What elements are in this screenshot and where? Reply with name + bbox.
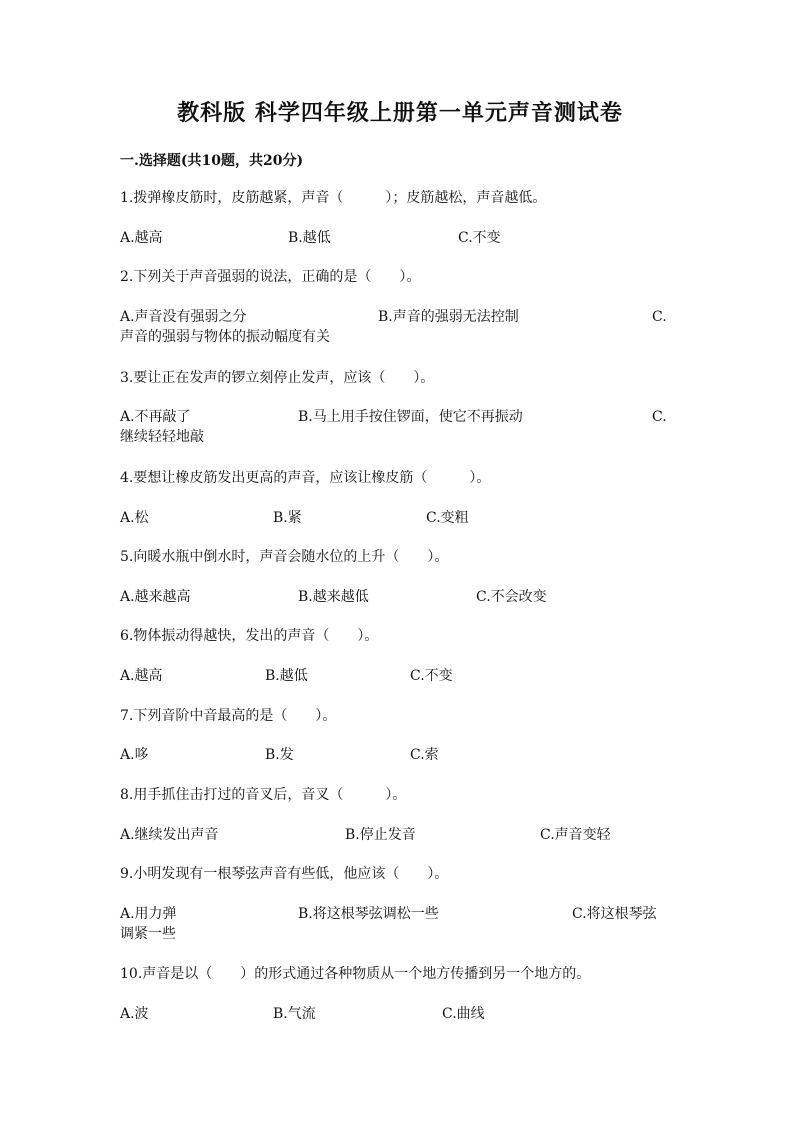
option-a[interactable]: A.继续发出声音 bbox=[120, 827, 219, 843]
option-c-continued[interactable]: 调紧一些 bbox=[120, 926, 176, 942]
question-9: 9.小明发现有一根琴弦声音有些低，他应该（ ）。 bbox=[120, 866, 449, 882]
option-a[interactable]: A.越高 bbox=[120, 668, 163, 684]
option-b[interactable]: B.紧 bbox=[273, 510, 302, 526]
option-c[interactable]: C.不变 bbox=[458, 230, 501, 246]
question-5: 5.向暖水瓶中倒水时，声音会随水位的上升（ ）。 bbox=[120, 549, 449, 565]
option-b[interactable]: B.气流 bbox=[273, 1006, 316, 1022]
option-c[interactable]: C.将这根琴弦 bbox=[572, 906, 657, 922]
question-8: 8.用手抓住击打过的音叉后，音叉（ ）。 bbox=[120, 787, 407, 803]
option-b[interactable]: B.越来越低 bbox=[298, 589, 369, 605]
option-a[interactable]: A.哆 bbox=[120, 747, 149, 763]
option-a[interactable]: A.松 bbox=[120, 510, 149, 526]
option-c[interactable]: C.不变 bbox=[410, 668, 453, 684]
option-b[interactable]: B.将这根琴弦调松一些 bbox=[298, 906, 439, 922]
option-a[interactable]: A.用力弹 bbox=[120, 906, 177, 922]
option-c[interactable]: C.声音变轻 bbox=[540, 827, 611, 843]
option-c[interactable]: C.索 bbox=[410, 747, 439, 763]
question-10: 10.声音是以（ ）的形式通过各种物质从一个地方传播到另一个地方的。 bbox=[120, 966, 591, 982]
section-heading: 一.选择题(共10题，共20分) bbox=[120, 153, 304, 169]
option-c[interactable]: C. bbox=[652, 309, 667, 325]
option-c[interactable]: C. bbox=[652, 409, 667, 425]
option-b[interactable]: B.停止发音 bbox=[345, 827, 416, 843]
option-a[interactable]: A.越来越高 bbox=[120, 589, 191, 605]
question-2: 2.下列关于声音强弱的说法，正确的是（ ）。 bbox=[120, 269, 421, 285]
question-6: 6.物体振动得越快，发出的声音（ ）。 bbox=[120, 628, 379, 644]
option-c-continued[interactable]: 继续轻轻地敲 bbox=[120, 429, 204, 445]
option-a[interactable]: A.不再敲了 bbox=[120, 409, 191, 425]
question-1: 1.拨弹橡皮筋时，皮筋越紧，声音（ ）；皮筋越松，声音越低。 bbox=[120, 190, 547, 206]
option-b[interactable]: B.声音的强弱无法控制 bbox=[378, 309, 519, 325]
option-a[interactable]: A.越高 bbox=[120, 230, 163, 246]
option-c[interactable]: C.曲线 bbox=[442, 1006, 485, 1022]
option-a[interactable]: A.声音没有强弱之分 bbox=[120, 309, 247, 325]
option-b[interactable]: B.越低 bbox=[265, 668, 308, 684]
option-c-continued[interactable]: 声音的强弱与物体的振动幅度有关 bbox=[120, 329, 330, 345]
question-7: 7.下列音阶中音最高的是（ ）。 bbox=[120, 708, 337, 724]
option-b[interactable]: B.发 bbox=[265, 747, 294, 763]
option-c[interactable]: C.不会改变 bbox=[476, 589, 547, 605]
question-4: 4.要想让橡皮筋发出更高的声音，应该让橡皮筋（ ）。 bbox=[120, 470, 491, 486]
option-b[interactable]: B.马上用手按住锣面，使它不再振动 bbox=[298, 409, 523, 425]
option-a[interactable]: A.波 bbox=[120, 1006, 149, 1022]
question-3: 3.要让正在发声的锣立刻停止发声，应该（ ）。 bbox=[120, 370, 435, 386]
page-title: 教科版 科学四年级上册第一单元声音测试卷 bbox=[177, 100, 623, 126]
option-b[interactable]: B.越低 bbox=[288, 230, 331, 246]
option-c[interactable]: C.变粗 bbox=[426, 510, 469, 526]
